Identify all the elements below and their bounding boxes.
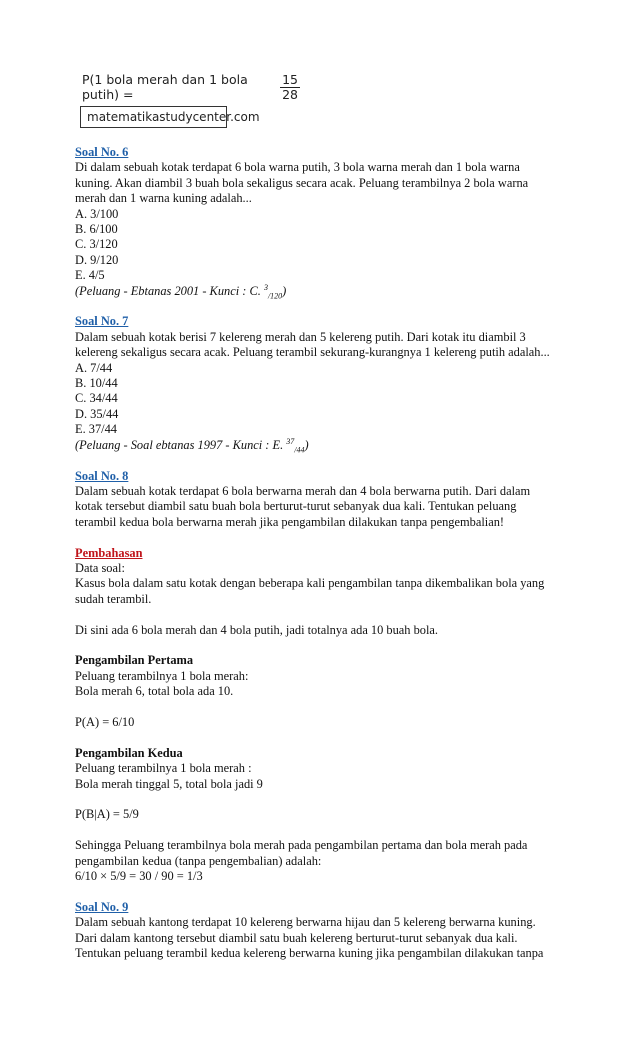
soal-6-line: kuning. Akan diambil 3 buah bola sekaligus secara acak. Peluang terambilnya 2 bola warna bbox=[75, 175, 529, 190]
fraction-numerator: 15 bbox=[282, 71, 298, 87]
spacer bbox=[75, 607, 565, 622]
solution-image bbox=[80, 70, 300, 128]
conclusion-line: pengambilan kedua (tanpa pengembalian) adalah: bbox=[75, 853, 322, 868]
soal-7-option-e: E. 37/44 bbox=[75, 422, 117, 437]
soal-6-option-d: D. 9/120 bbox=[75, 252, 119, 267]
data-soal-label: Data soal: bbox=[75, 560, 125, 575]
soal-8-line: terambil kedua bola berwarna merah jika pengambilan dilakukan tanpa pengembalian! bbox=[75, 514, 505, 529]
key-prefix: (Peluang - Ebtanas 2001 - Kunci : C. bbox=[75, 283, 264, 298]
soal-6-option-b: B. 6/100 bbox=[75, 222, 118, 237]
spacer bbox=[75, 530, 565, 545]
first-draw-line: Bola merah 6, total bola ada 10. bbox=[75, 684, 234, 699]
probability-formula bbox=[80, 70, 300, 104]
soal-6-line: Di dalam sebuah kotak terdapat 6 bola warna putih, 3 bola warna merah dan 1 bola warna bbox=[75, 160, 520, 175]
soal-8-heading: Soal No. 8 bbox=[75, 468, 129, 483]
spacer bbox=[75, 299, 565, 314]
total-balls-line: Di sini ada 6 bola merah dan 4 bola putih, jadi totalnya ada 10 buah bola. bbox=[75, 622, 439, 637]
soal-9-heading: Soal No. 9 bbox=[75, 899, 129, 914]
soal-7-option-c: C. 34/44 bbox=[75, 391, 118, 406]
soal-7-heading: Soal No. 7 bbox=[75, 314, 129, 329]
soal-9-line: Dalam sebuah kantong terdapat 10 kelereng berwarna hijau dan 5 kelereng berwarna kuning. bbox=[75, 915, 536, 930]
spacer bbox=[75, 884, 565, 899]
soal-8-line: Dalam sebuah kotak terdapat 6 bola berwarna merah dan 4 bola berwarna putih. Dari dalam bbox=[75, 483, 531, 498]
fraction-denominator: 28 bbox=[282, 86, 298, 102]
key-denominator: /44 bbox=[294, 445, 305, 455]
first-draw-heading: Pengambilan Pertama bbox=[75, 653, 194, 668]
second-draw-line: Peluang terambilnya 1 bola merah : bbox=[75, 761, 252, 776]
first-draw-line: Peluang terambilnya 1 bola merah: bbox=[75, 668, 249, 683]
soal-6-line: merah dan 1 warna kuning adalah... bbox=[75, 191, 252, 206]
soal-6-answer-key bbox=[75, 284, 565, 299]
conclusion-line: Sehingga Peluang terambilnya bola merah pada pengambilan pertama dan bola merah pada bbox=[75, 838, 528, 853]
spacer bbox=[75, 453, 565, 468]
spacer bbox=[75, 700, 565, 715]
soal-9-line: Dari dalam kantong tersebut diambil satu buah kelereng berturut-turut sebanyak dua kali. bbox=[75, 930, 518, 945]
probability-b-given-a: P(B|A) = 5/9 bbox=[75, 807, 139, 822]
second-draw-line: Bola merah tinggal 5, total bola jadi 9 bbox=[75, 776, 263, 791]
probability-a: P(A) = 6/10 bbox=[75, 714, 135, 729]
soal-6-option-c: C. 3/120 bbox=[75, 237, 118, 252]
soal-7-option-d: D. 35/44 bbox=[75, 406, 119, 421]
key-suffix: ) bbox=[304, 437, 309, 452]
key-numerator: 3 bbox=[263, 282, 268, 292]
key-prefix: (Peluang - Soal ebtanas 1997 - Kunci : E. bbox=[75, 437, 287, 452]
case-line: Kasus bola dalam satu kotak dengan beberapa kali pengambilan tanpa dikembalikan bola yang bbox=[75, 576, 545, 591]
soal-7-option-a: A. 7/44 bbox=[75, 360, 113, 375]
key-numerator: 37 bbox=[286, 436, 295, 446]
soal-8-line: kotak tersebut diambil satu buah bola berturut-turut sebanyak dua kali. Tentukan peluang bbox=[75, 499, 517, 514]
soal-6-option-e: E. 4/5 bbox=[75, 268, 105, 283]
soal-6-option-a: A. 3/100 bbox=[75, 206, 119, 221]
spacer bbox=[75, 792, 565, 807]
key-denominator: /120 bbox=[267, 291, 283, 301]
case-line: sudah terambil. bbox=[75, 591, 152, 606]
key-suffix: ) bbox=[282, 283, 287, 298]
spacer bbox=[75, 823, 565, 838]
formula-text: P(1 bola merah dan 1 bola putih) = bbox=[82, 72, 248, 102]
spacer bbox=[75, 638, 565, 653]
soal-6-heading: Soal No. 6 bbox=[75, 145, 129, 159]
document-body bbox=[75, 145, 565, 961]
soal-7-line: kelereng sekaligus secara acak. Peluang terambil sekurang-kurangnya 1 kelereng putih adalah... bbox=[75, 345, 550, 360]
soal-9-line: Tentukan peluang terambil kedua kelereng berwarna kuning jika pengambilan dilakukan tanpa bbox=[75, 945, 544, 960]
final-calculation: 6/10 × 5/9 = 30 / 90 = 1/3 bbox=[75, 868, 203, 883]
spacer bbox=[75, 730, 565, 745]
soal-7-line: Dalam sebuah kotak berisi 7 kelereng merah dan 5 kelereng putih. Dari kotak itu diambil 3 bbox=[75, 329, 526, 344]
soal-7-answer-key bbox=[75, 438, 565, 453]
second-draw-heading: Pengambilan Kedua bbox=[75, 745, 183, 760]
soal-7-option-b: B. 10/44 bbox=[75, 376, 118, 391]
source-watermark-box: matematikastudycenter.com bbox=[80, 106, 227, 128]
pembahasan-heading: Pembahasan bbox=[75, 545, 143, 560]
formula-fraction bbox=[280, 73, 300, 102]
